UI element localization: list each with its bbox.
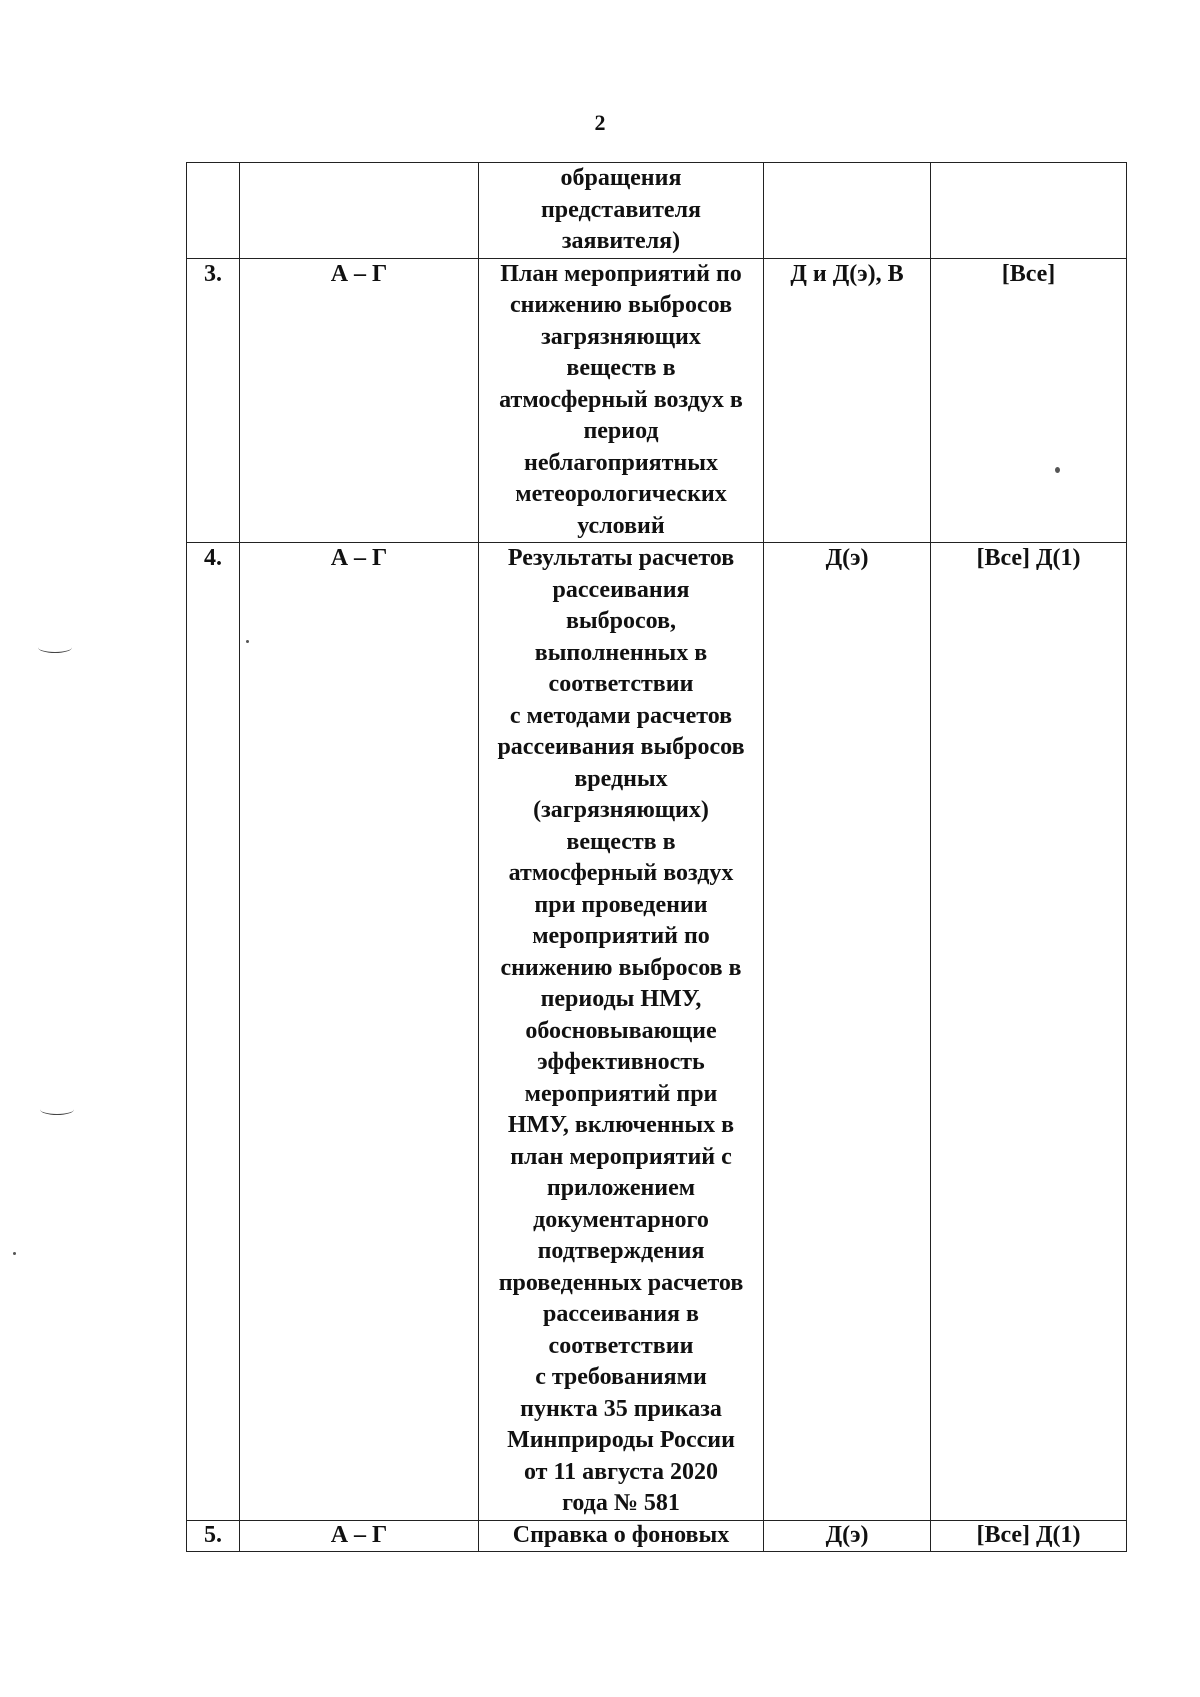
text-line: мероприятий при	[524, 1080, 718, 1107]
text-line: от 11 августа 2020	[523, 1458, 718, 1485]
text-line: при проведении	[534, 891, 708, 918]
table-row	[187, 1520, 1127, 1551]
text-line: пункта 35 приказа	[520, 1395, 722, 1422]
document-name-cell	[479, 543, 764, 1521]
text-line: эффективность	[537, 1049, 705, 1075]
text-line: период	[583, 418, 659, 444]
text-line: снижению выбросов	[509, 292, 733, 318]
text-line: обращения	[560, 165, 682, 191]
text-line: Результаты расчетов	[507, 545, 735, 571]
table-row	[187, 258, 1127, 543]
binder-mark	[40, 1104, 74, 1115]
applicability-cell	[931, 163, 1127, 259]
text-line: периоды НМУ,	[540, 986, 702, 1012]
text-line: загрязняющих	[541, 323, 701, 350]
row-number	[187, 163, 240, 259]
text-line: выполненных в	[534, 639, 708, 666]
row-number: 4.	[187, 543, 240, 1521]
text-line: рассеивания	[552, 576, 690, 603]
text-line: атмосферный воздух	[508, 860, 734, 886]
document-name-cell	[479, 1520, 764, 1551]
text-line: проведенных расчетов	[498, 1269, 744, 1296]
binder-mark	[38, 642, 72, 653]
text-line: метеорологических	[515, 481, 727, 507]
applicability-cell: [Все] Д(1)	[931, 1520, 1127, 1551]
text-line: атмосферный воздух в	[499, 386, 743, 413]
text-line: неблагоприятных	[524, 449, 718, 476]
text-line: подтверждения	[537, 1238, 705, 1264]
document-name-cell	[479, 258, 764, 543]
scan-speck	[13, 1252, 16, 1255]
text-line: рассеивания в	[543, 1301, 699, 1327]
stage-cell: А – Г	[240, 258, 479, 543]
text-line: Справка о фоновых	[512, 1521, 730, 1548]
page-number: 2	[594, 110, 606, 135]
text-line: НМУ, включенных в	[507, 1112, 735, 1138]
text-line: Минприроды России	[507, 1427, 735, 1453]
form-cell	[764, 163, 931, 259]
text-line: снижению выбросов в	[500, 954, 742, 981]
text-line: с требованиями	[535, 1364, 707, 1390]
scan-speck	[1055, 467, 1060, 473]
stage-cell: А – Г	[240, 1520, 479, 1551]
text-line: документарного	[533, 1206, 709, 1233]
text-line: представителя	[540, 196, 702, 223]
form-cell: Д(э)	[764, 543, 931, 1521]
form-cell: Д(э)	[764, 1520, 931, 1551]
text-line: (загрязняющих)	[533, 797, 709, 823]
text-line: года № 581	[562, 1490, 680, 1516]
row-number: 5.	[187, 1520, 240, 1551]
document-name-cell	[479, 163, 764, 259]
form-cell: Д и Д(э), В	[764, 258, 931, 543]
text-line: с методами расчетов	[509, 702, 733, 729]
table-row	[187, 163, 1127, 259]
text-line: вредных	[574, 765, 668, 792]
text-line: веществ в	[566, 355, 676, 381]
text-line: план мероприятий с	[510, 1143, 732, 1170]
text-line: приложением	[546, 1175, 696, 1201]
text-line: соответствии	[548, 1332, 694, 1359]
text-line: выбросов,	[565, 608, 677, 634]
text-line: План мероприятий по	[500, 260, 742, 287]
table-row	[187, 543, 1127, 1521]
text-line: мероприятий по	[532, 923, 710, 949]
stage-cell: А – Г	[240, 543, 479, 1521]
text-line: заявителя)	[561, 228, 681, 254]
row-number: 3.	[187, 258, 240, 543]
text-line: обосновывающие	[525, 1017, 717, 1044]
applicability-cell: [Все] Д(1)	[931, 543, 1127, 1521]
text-line: соответствии	[548, 671, 694, 697]
scan-speck	[246, 640, 249, 643]
stage-cell	[240, 163, 479, 259]
text-line: рассеивания выбросов	[497, 734, 745, 760]
text-line: условий	[577, 512, 665, 539]
text-line: веществ в	[566, 828, 676, 855]
document-table	[186, 162, 1127, 1552]
applicability-cell: [Все]	[931, 258, 1127, 543]
